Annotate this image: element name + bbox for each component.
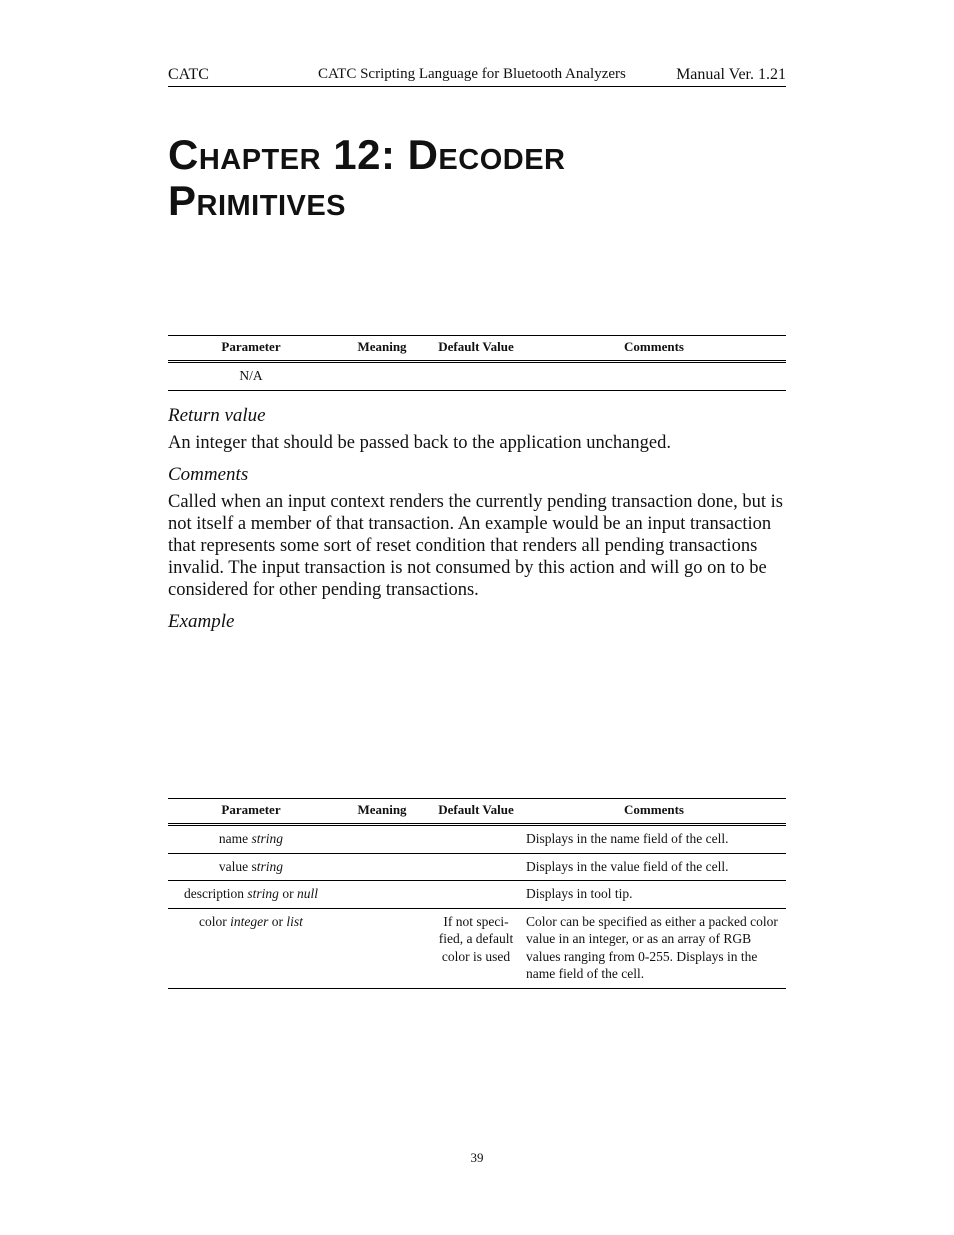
col-default-value: Default Value — [438, 802, 514, 817]
cell-comments: Color can be specified as either a packed color value in an integer, or as an array of RGB values ranging from 0-255. Displays in the name field of the cell. — [526, 913, 778, 981]
page-number: 39 — [470, 1150, 484, 1165]
col-parameter: Parameter — [221, 802, 281, 817]
cell-default — [430, 362, 522, 391]
cell-comments: Displays in tool tip. — [526, 886, 633, 901]
comments-label: Comments — [168, 464, 249, 485]
return-value-text: An integer that should be passed back to the application unchanged. — [168, 433, 671, 453]
chapter-title — [168, 132, 788, 224]
table-header-row — [168, 336, 786, 362]
cell-parameter: N/A — [239, 368, 263, 383]
cell-meaning — [334, 362, 430, 391]
chapter-title-line1: Chapter 12: Decoder — [168, 131, 566, 178]
cell-comments: Displays in the value field of the cell. — [526, 858, 729, 874]
cell-meaning — [334, 908, 430, 988]
cell-parameter: description string or null — [184, 886, 318, 901]
table-row — [168, 825, 786, 854]
col-meaning: Meaning — [357, 339, 407, 354]
col-comments: Comments — [624, 802, 684, 817]
header-title: CATC Scripting Language for Bluetooth Analyzers — [318, 66, 626, 82]
col-meaning: Meaning — [357, 802, 407, 817]
example-label: Example — [168, 611, 235, 632]
page-header — [168, 64, 786, 87]
table-row — [168, 853, 786, 881]
col-parameter: Parameter — [221, 339, 281, 354]
table-row — [168, 908, 786, 988]
cell-default — [430, 853, 522, 881]
comments-text: Called when an input context renders the currently pending transaction done, but is not itself a member of that transaction. An example would be an input transaction that represents some sort of reset condition that renders all pending transactions invalid. The input transaction is not consumed by this action and will go on to be considered for other pending transactions. — [168, 492, 783, 600]
cell-default — [430, 881, 522, 909]
parameter-table-2 — [168, 798, 786, 989]
cell-parameter: value string — [218, 858, 284, 874]
cell-comments — [522, 362, 786, 391]
cell-parameter: color integer or list — [199, 913, 303, 929]
table-row — [168, 881, 786, 909]
cell-comments: Displays in the name field of the cell. — [526, 831, 729, 846]
col-default-value: Default Value — [438, 339, 514, 354]
return-value-label: Return value — [168, 405, 266, 426]
cell-meaning — [334, 881, 430, 909]
cell-default: If not speci- fied, a default color is used — [438, 913, 514, 964]
header-version: Manual Ver. 1.21 — [676, 66, 786, 83]
header-left: CATC — [168, 66, 209, 83]
cell-default — [430, 825, 522, 854]
chapter-title-line2: Primitives — [168, 177, 347, 224]
table-header-row — [168, 799, 786, 825]
cell-parameter: name string — [218, 831, 284, 846]
col-comments: Comments — [624, 339, 684, 354]
parameter-table-1 — [168, 335, 786, 391]
table-row — [168, 362, 786, 391]
cell-meaning — [334, 853, 430, 881]
cell-meaning — [334, 825, 430, 854]
